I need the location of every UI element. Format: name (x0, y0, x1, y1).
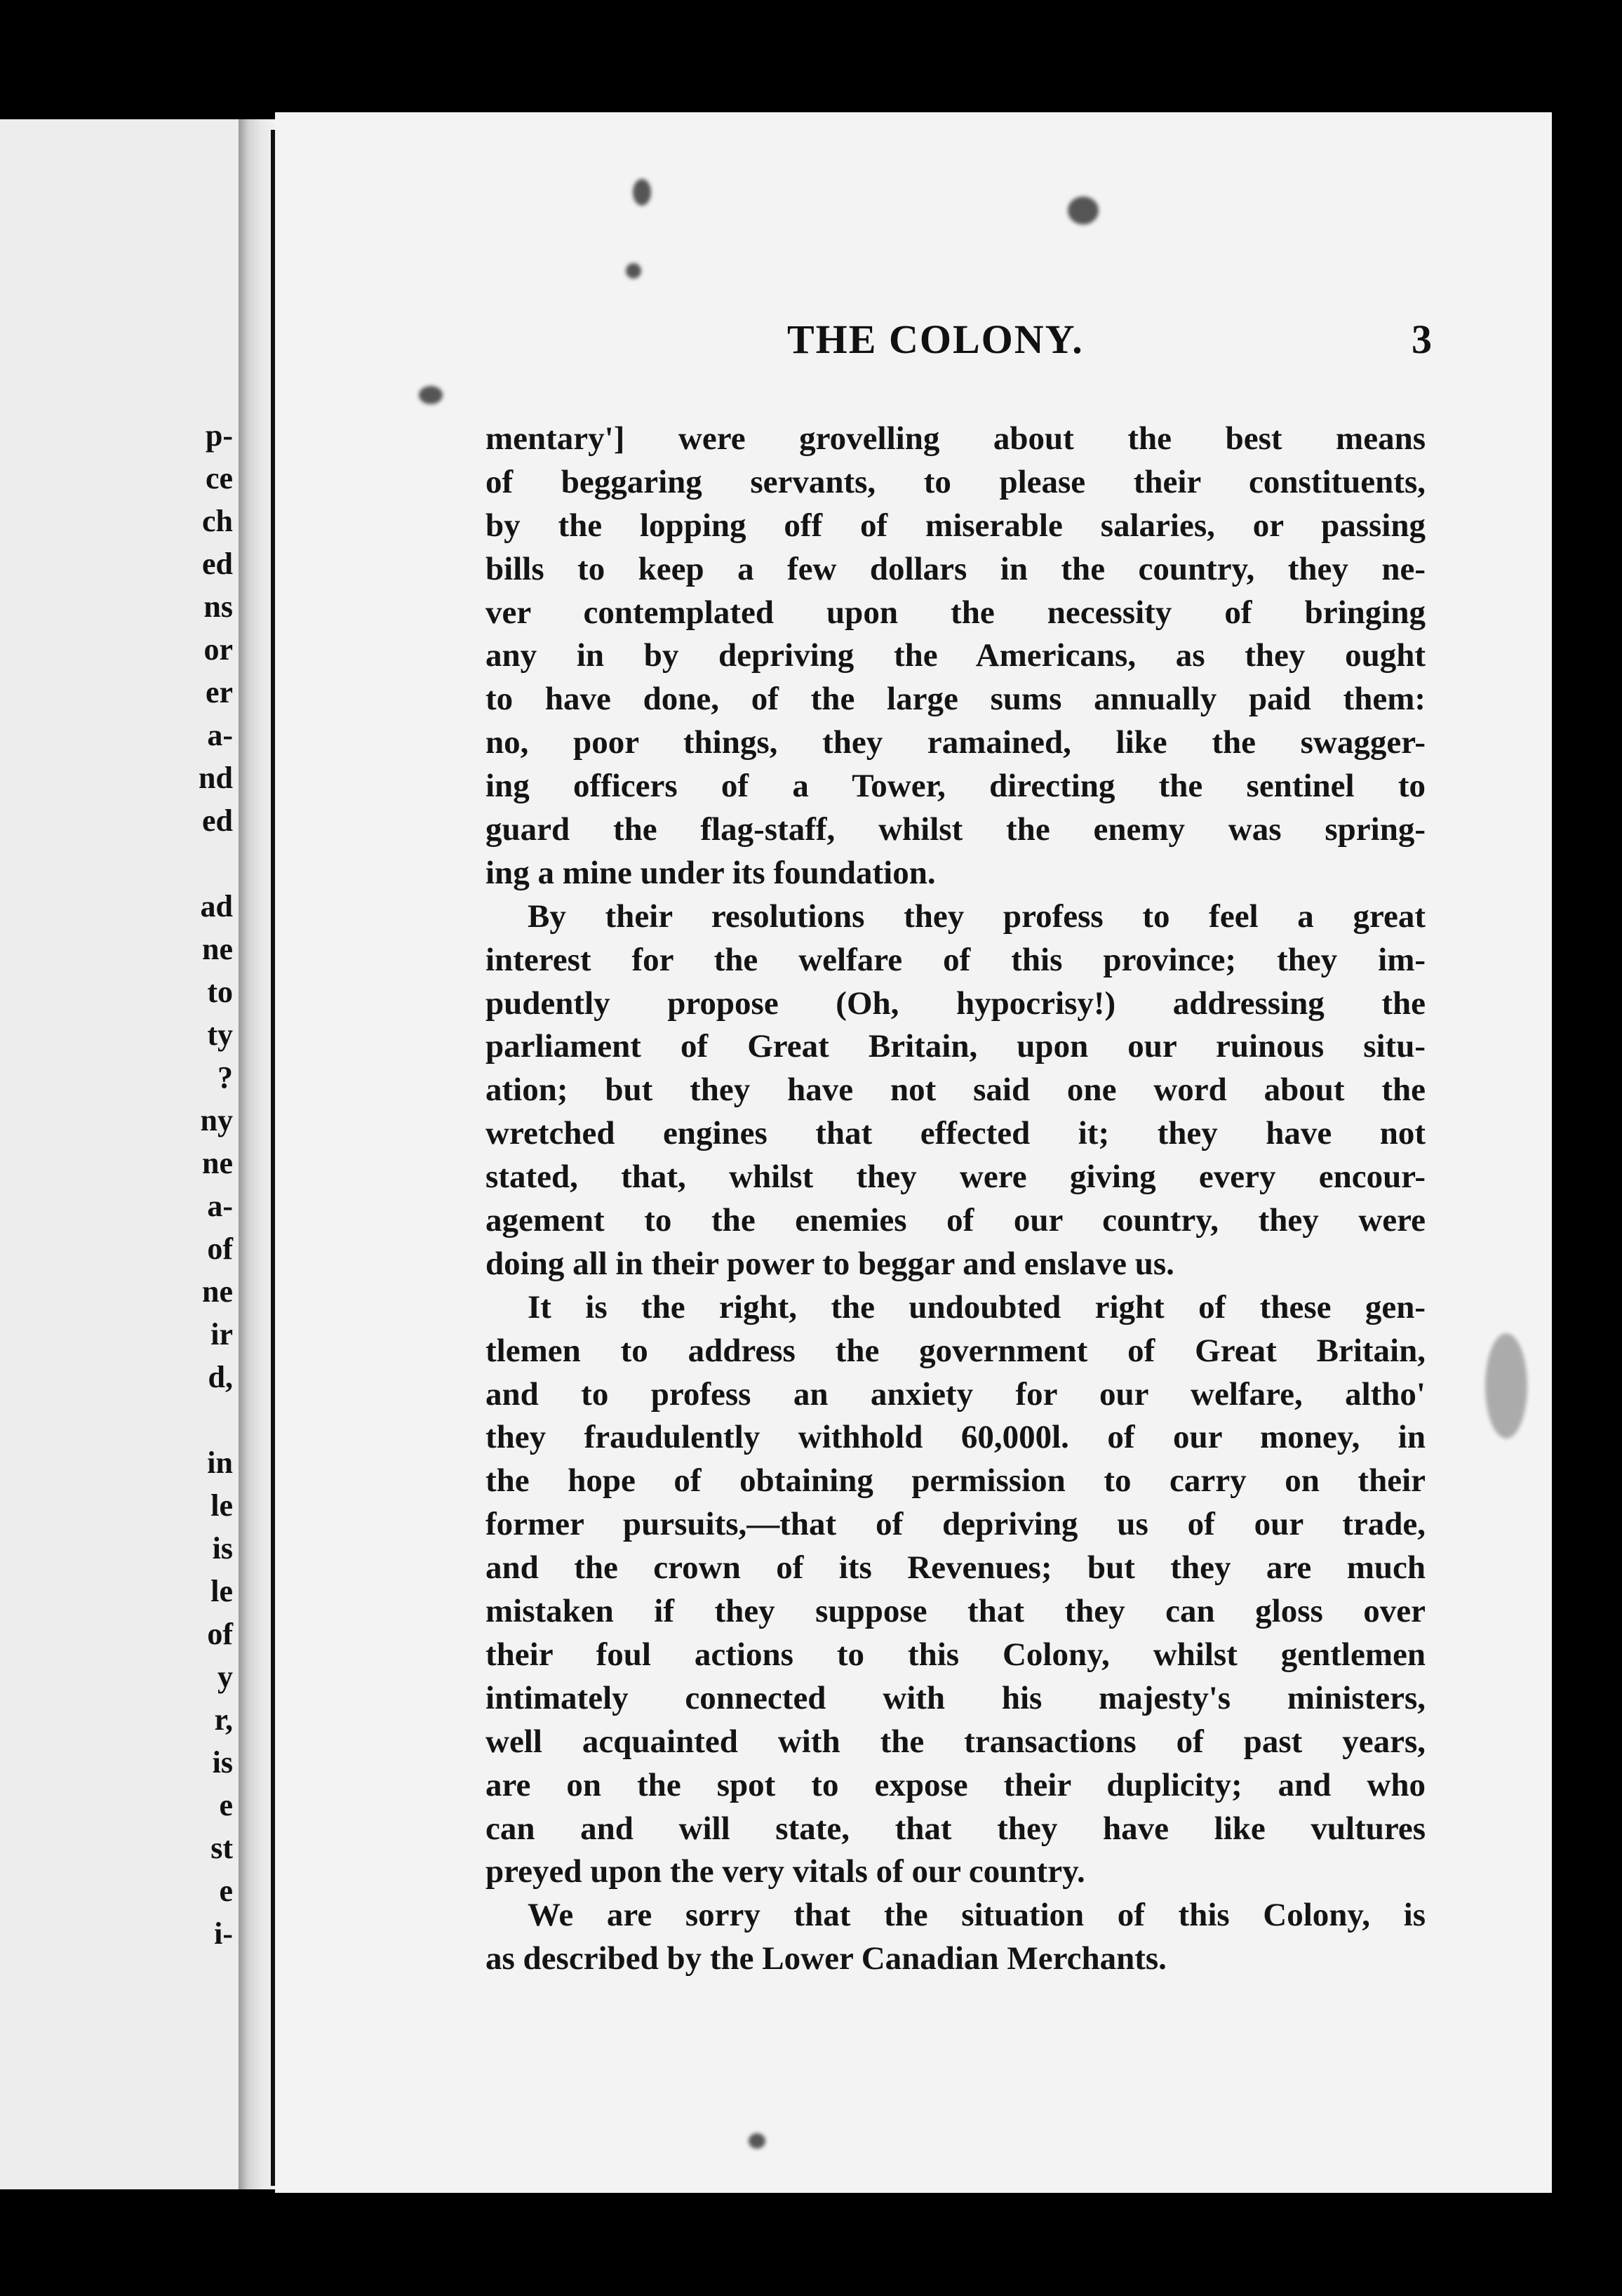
left-page-fragment: e (219, 1874, 233, 1908)
left-page-fragment: ed (202, 803, 233, 838)
paragraph (485, 418, 1426, 895)
ink-speck (626, 263, 641, 279)
text-line: the hope of obtaining permission to carry on their (485, 1462, 1426, 1500)
text-line: parliament of Great Britain, upon our ruinous situ- (485, 1028, 1426, 1065)
text-line: ing a mine under its foundation. (485, 854, 936, 891)
text-line: can and will state, that they have like vultures (485, 1810, 1426, 1847)
left-page-fragment: to (207, 975, 233, 1009)
text-line: their foul actions to this Colony, whilst gentlemen (485, 1636, 1426, 1673)
left-page-fragment: i- (214, 1916, 233, 1951)
left-page-fragment: ne (202, 932, 233, 966)
right-page (275, 112, 1552, 2193)
left-page-fragment: ch (202, 504, 233, 538)
left-page-fragment: ns (203, 589, 233, 624)
page-number: 3 (1412, 316, 1432, 362)
text-line: tlemen to address the government of Great Britain, (485, 1332, 1426, 1369)
text-line: stated, that, whilst they were giving every encour- (485, 1159, 1426, 1196)
text-line: guard the flag-staff, whilst the enemy was spring- (485, 811, 1426, 848)
text-line: of beggaring servants, to please their constituents, (485, 463, 1426, 500)
text-line: intimately connected with his majesty's ministers, (485, 1679, 1426, 1716)
left-page-fragment: p- (205, 418, 233, 453)
book-gutter (239, 119, 275, 2189)
left-page-fragment: ny (200, 1103, 233, 1137)
paragraph (485, 1894, 1426, 1981)
left-page-fragment: le (210, 1574, 233, 1608)
left-page-fragment: in (207, 1446, 233, 1480)
left-page-fragment: ad (200, 889, 233, 923)
left-page-fragment: d, (208, 1360, 233, 1394)
ink-speck (1068, 196, 1099, 225)
text-line: pudently propose (Oh, hypocrisy!) addressing the (485, 985, 1426, 1022)
left-page-fragment: ed (202, 547, 233, 581)
text-line: We are sorry that the situation of this Colony, is (528, 1897, 1426, 1934)
text-line: and the crown of its Revenues; but they are much (485, 1549, 1426, 1587)
text-line: any in by depriving the Americans, as they ought (485, 637, 1426, 674)
text-line: By their resolutions they profess to feel a great (528, 897, 1426, 935)
left-page-fragment: or (203, 632, 233, 667)
left-page-fragment: a- (207, 718, 233, 752)
left-page-fragment: ce (205, 461, 233, 495)
left-page-fragment (199, 842, 233, 885)
text-line: to have done, of the large sums annually paid them: (485, 681, 1426, 718)
ink-speck (749, 2133, 765, 2149)
left-page-fragment: ? (217, 1060, 233, 1095)
text-line: by the lopping off of miserable salaries, or passing (485, 507, 1426, 544)
text-line: interest for the welfare of this province; they im- (485, 941, 1426, 978)
text-line: ver contemplated upon the necessity of bringing (485, 594, 1426, 631)
left-page-fragment: nd (199, 761, 233, 795)
left-page-fragment: of (207, 1232, 233, 1266)
paragraph (485, 1286, 1426, 1894)
text-line: well acquainted with the transactions of past years, (485, 1723, 1426, 1760)
text-line: bills to keep a few dollars in the country, they ne- (485, 550, 1426, 587)
left-page-fragment: ty (207, 1017, 233, 1052)
body-text (485, 418, 1426, 1981)
text-line: and to profess an anxiety for our welfare, altho' (485, 1375, 1426, 1413)
text-line: ing officers of a Tower, directing the sentinel to (485, 768, 1426, 805)
left-page-fragment: er (205, 675, 233, 709)
left-page-fragment: st (210, 1831, 233, 1865)
text-line: former pursuits,—that of depriving us of our trade, (485, 1506, 1426, 1543)
ink-speck (1485, 1333, 1527, 1439)
left-page-fragment: e (219, 1788, 233, 1822)
text-line: are on the spot to expose their duplicity; and who (485, 1766, 1426, 1803)
text-line: ation; but they have not said one word about the (485, 1072, 1426, 1109)
left-page-fragment: r, (214, 1702, 233, 1737)
text-line: no, poor things, they ramained, like the swagger- (485, 724, 1426, 761)
page-title: THE COLONY. (787, 316, 1084, 362)
text-line: doing all in their power to beggar and enslave us. (485, 1245, 1174, 1282)
left-page-fragment (199, 1399, 233, 1441)
left-page (0, 119, 239, 2189)
left-page-fragment: le (210, 1488, 233, 1523)
running-head (275, 316, 1552, 372)
left-page-text-fragments (199, 414, 233, 1955)
left-page-fragment: y (217, 1660, 233, 1694)
text-line: as described by the Lower Canadian Merchants. (485, 1940, 1167, 1977)
paragraph (485, 895, 1426, 1286)
ink-speck (633, 179, 651, 206)
ink-speck (419, 386, 443, 404)
left-page-fragment: a- (207, 1189, 233, 1223)
left-page-fragment: is (212, 1531, 233, 1566)
text-line: mistaken if they suppose that they can gloss over (485, 1593, 1426, 1630)
text-line: agement to the enemies of our country, they were (485, 1202, 1426, 1239)
left-page-fragment: of (207, 1617, 233, 1651)
text-line: wretched engines that effected it; they have not (485, 1115, 1426, 1152)
text-line: It is the right, the undoubted right of these gen- (528, 1288, 1426, 1326)
left-page-fragment: is (212, 1745, 233, 1780)
text-line: they fraudulently withhold 60,000l. of our money, in (485, 1419, 1426, 1456)
left-page-fragment: ne (202, 1274, 233, 1309)
left-page-fragment: ir (210, 1317, 233, 1351)
text-line: mentary'] were grovelling about the best means (485, 420, 1426, 457)
text-line: preyed upon the very vitals of our country. (485, 1853, 1085, 1890)
left-page-fragment: ne (202, 1146, 233, 1180)
